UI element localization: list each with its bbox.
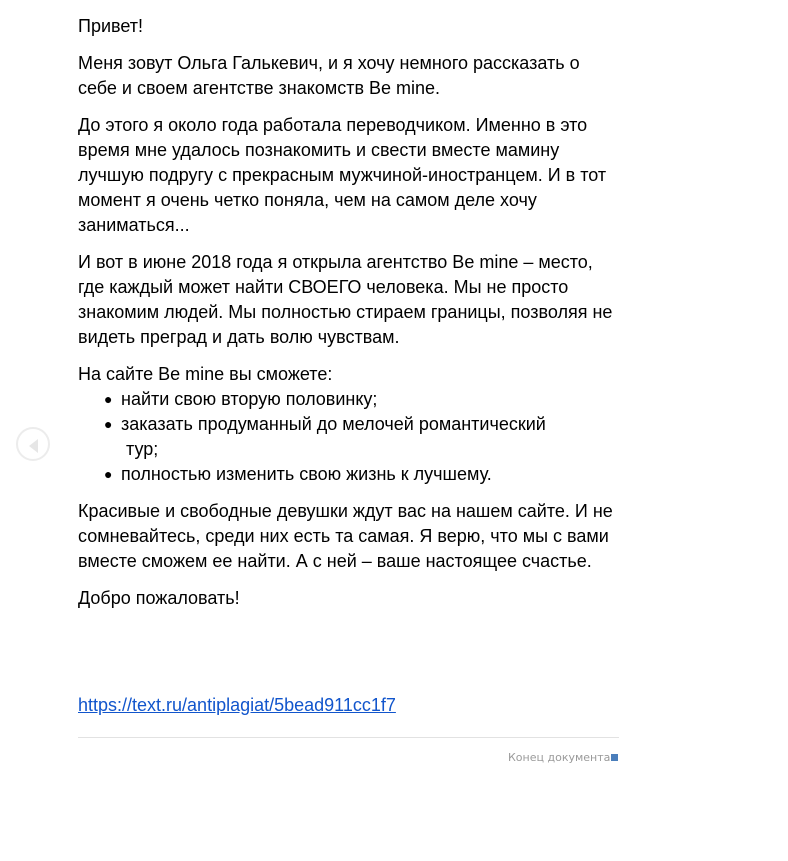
antiplagiat-link[interactable]: https://text.ru/antiplagiat/5bead911cc1f7 — [78, 695, 396, 715]
welcome-text: Добро пожаловать! — [78, 588, 240, 608]
paragraph-background: До этого я около года работала переводчиком. Именно в это время мне удалось познакомить и свести вместе мамину лучшую подругу с прекрасным мужчиной-иностранцем. И в тот момент я очень четко поняла, чем на самом деле хочу заниматься... — [78, 115, 607, 235]
triangle-left-icon — [18, 429, 52, 463]
list-intro: На сайте Be mine вы сможете: — [78, 364, 333, 384]
paragraph-intro: Меня зовут Ольга Галькевич, и я хочу немного рассказать о себе и своем агентстве знакомств Be mine. — [78, 53, 580, 98]
feature-list — [78, 387, 623, 487]
greeting: Привет! — [78, 16, 144, 36]
bullet-icon: ● — [104, 416, 113, 432]
list-item-text: найти свою вторую половинку; — [121, 389, 378, 409]
paragraph-agency: И вот в июне 2018 года я открыла агентство Be mine – место, где каждый может найти СВОЕГО человека. Мы не просто знакомим людей. Мы полностью стираем границы, позволяя не видеть преград и дать волю чувствам. — [78, 252, 613, 347]
list-item — [78, 462, 623, 487]
paragraph-closing: Красивые и свободные девушки ждут вас на нашем сайте. И не сомневайтесь, среди них есть та самая. Я верю, что мы с вами вместе сможем ее найти. А с ней – ваше настоящее счастье. — [78, 501, 613, 571]
list-item-text: полностью изменить свою жизнь к лучшему. — [121, 464, 492, 484]
end-marker-icon — [611, 754, 618, 761]
list-item — [78, 387, 623, 412]
list-item-text-continued: тур; — [126, 439, 159, 459]
bullet-icon: ● — [104, 466, 113, 482]
end-divider — [78, 737, 619, 738]
list-item — [78, 412, 623, 462]
end-of-document-label: Конец документа — [508, 751, 611, 764]
list-item-text: заказать продуманный до мелочей романтический — [121, 414, 546, 434]
bullet-icon: ● — [104, 391, 113, 407]
document-body — [78, 14, 623, 623]
previous-page-button[interactable] — [16, 427, 50, 461]
